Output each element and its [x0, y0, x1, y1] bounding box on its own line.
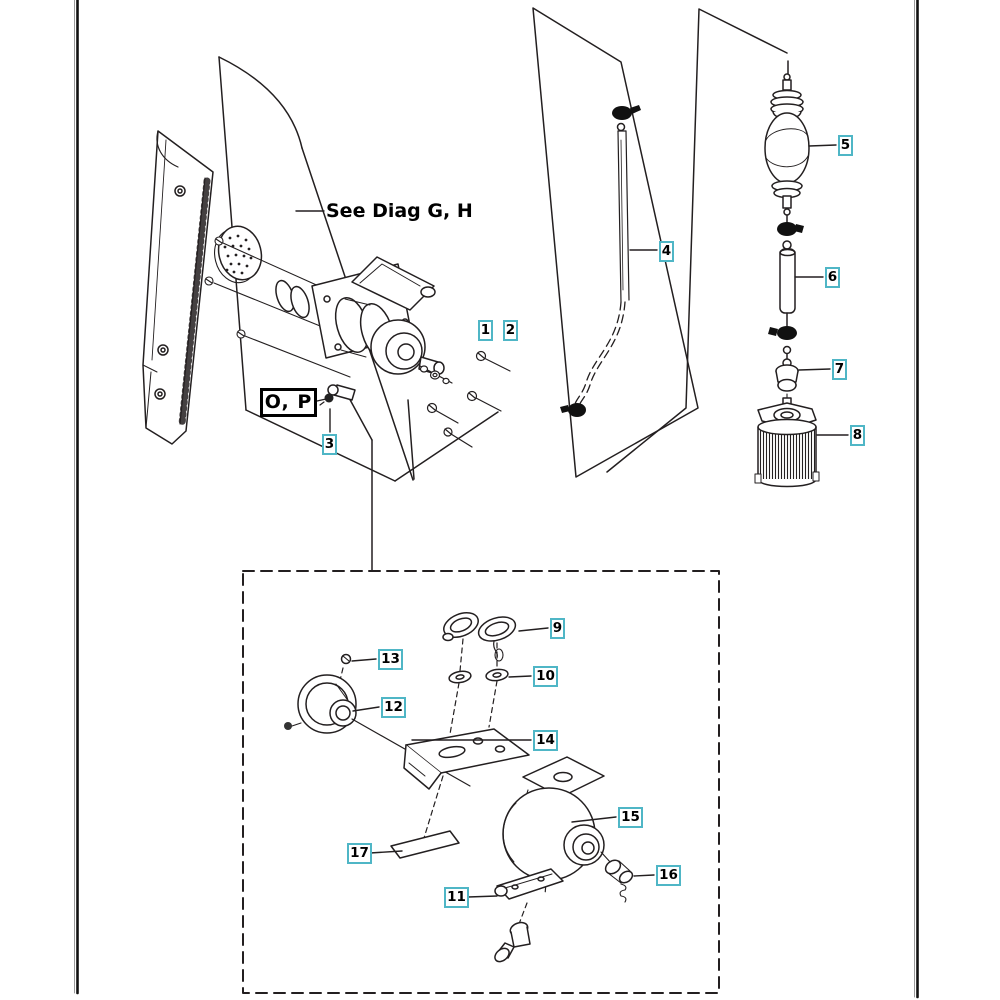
callout-10[interactable]: 10	[533, 666, 558, 687]
callout-7[interactable]: 7	[832, 359, 847, 380]
washers-10	[448, 668, 508, 684]
elbow-fitting	[492, 920, 530, 964]
see-diag-note: See Diag G, H	[326, 200, 473, 222]
callout-6[interactable]: 6	[825, 267, 840, 288]
gasket-17	[391, 831, 459, 858]
callout-3[interactable]: 3	[322, 434, 337, 455]
callout-14[interactable]: 14	[533, 730, 558, 751]
callout-2[interactable]: 2	[503, 320, 518, 341]
callout-16[interactable]: 16	[656, 865, 681, 886]
mount-bracket	[143, 131, 213, 444]
screw-13	[342, 655, 351, 664]
callout-11[interactable]: 11	[444, 887, 469, 908]
primer-bulb-5	[765, 61, 809, 223]
callout-12[interactable]: 12	[381, 697, 406, 718]
callout-5[interactable]: 5	[838, 135, 853, 156]
page-border-left	[75, 0, 78, 993]
fuel-pipe-4	[560, 105, 641, 417]
page-border-right	[915, 0, 918, 997]
callout-1[interactable]: 1	[478, 320, 493, 341]
pump-15	[503, 757, 604, 880]
pump-assembly	[272, 257, 444, 405]
filler-caps-9	[440, 608, 518, 661]
connector-7	[776, 359, 798, 403]
callout-15[interactable]: 15	[618, 807, 643, 828]
callout-4[interactable]: 4	[659, 241, 674, 262]
fuel-filter-8	[755, 398, 819, 487]
ref-box-op[interactable]: O, P	[260, 388, 317, 417]
hose-clamp-upper	[777, 222, 804, 249]
fuel-hose-6	[780, 249, 795, 329]
callout-9[interactable]: 9	[550, 618, 565, 639]
hose-clamp-lower	[768, 326, 797, 359]
fitting-16	[601, 852, 635, 902]
bracket-14	[404, 729, 529, 789]
callout-13[interactable]: 13	[378, 649, 403, 670]
callout-17[interactable]: 17	[347, 843, 372, 864]
perforated-disc	[209, 222, 267, 288]
callout-8[interactable]: 8	[850, 425, 865, 446]
